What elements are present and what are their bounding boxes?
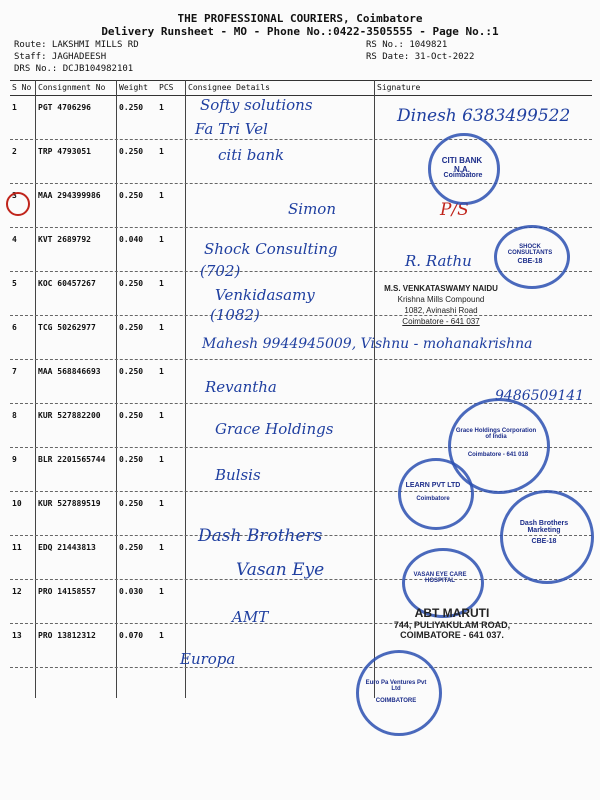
- stamp-text: Coimbatore - 641 037: [402, 317, 480, 326]
- consignment-cell: PRO 14158557: [38, 587, 96, 596]
- handwritten-signature: R. Rathu: [405, 252, 472, 270]
- consignment-cell: BLR 2201565744: [38, 455, 106, 464]
- handwritten-detail: Europa: [180, 650, 236, 668]
- consignment-cell: KOC 60457267: [38, 279, 96, 288]
- runsheet-title: Delivery Runsheet - MO - Phone No.:0422-3505555 - Page No.:1: [101, 25, 499, 38]
- bulsis-stamp: [398, 458, 474, 530]
- weight-cell: 0.070: [119, 631, 144, 640]
- consignment-cell: MAA 568846693: [38, 367, 101, 376]
- weight-cell: 0.250: [119, 543, 144, 552]
- consignment-cell: EDQ 21443813: [38, 543, 96, 552]
- weight-cell: 0.250: [119, 499, 144, 508]
- sno-cell: 11: [12, 543, 22, 552]
- handwritten-detail: Dash Brothers: [198, 526, 323, 546]
- weight-cell: 0.250: [119, 279, 144, 288]
- sno-cell: 8: [12, 411, 17, 420]
- stamp-text: VASAN EYE CARE HOSPITAL: [413, 572, 467, 584]
- stamp-text: CBE-18: [531, 538, 557, 545]
- handwritten-detail: Fa Tri Vel: [195, 120, 268, 138]
- meta-right: [366, 39, 596, 63]
- pcs-cell: 1: [159, 367, 164, 376]
- handwritten-detail: Venkidasamy: [215, 286, 315, 304]
- sno-cell: 12: [12, 587, 22, 596]
- col-sno: S No: [12, 83, 32, 92]
- stamp-text: Krishna Mills Compound: [397, 295, 485, 304]
- venkat-stamp: [366, 283, 516, 327]
- weight-cell: 0.250: [119, 367, 144, 376]
- handwritten-detail: Mahesh 9944945009, Vishnu - mohanakrishna: [202, 336, 533, 352]
- sno-cell: 1: [12, 103, 17, 112]
- sno-cell: 6: [12, 323, 17, 332]
- consignment-cell: MAA 294399986: [38, 191, 101, 200]
- handwritten-detail: (702): [200, 262, 241, 280]
- handwritten-detail: (1082): [210, 306, 260, 324]
- drs-text: DRS No.: DCJB104982101: [14, 64, 134, 74]
- pcs-cell: 1: [159, 147, 164, 156]
- company-title: THE PROFESSIONAL COURIERS, Coimbatore: [177, 12, 423, 25]
- sno-cell: 3: [12, 191, 17, 200]
- weight-cell: 0.250: [119, 191, 144, 200]
- stamp-text: Coimbatore: [443, 172, 483, 179]
- sno-cell: 13: [12, 631, 22, 640]
- handwritten-detail: Revantha: [205, 378, 277, 396]
- abt-stamp: [372, 606, 532, 640]
- stamp-text: CBE-18: [517, 258, 543, 265]
- consignment-cell: TRP 4793051: [38, 147, 91, 156]
- table-header: [10, 80, 592, 96]
- meta-left: [14, 39, 314, 75]
- sno-cell: 7: [12, 367, 17, 376]
- sno-cell: 10: [12, 499, 22, 508]
- table-body: [10, 96, 592, 668]
- consignment-cell: PRO 13812312: [38, 631, 96, 640]
- handwritten-signature: 9486509141: [495, 388, 585, 404]
- consignment-cell: KUR 527889519: [38, 499, 101, 508]
- handwritten-detail: Softy solutions: [200, 96, 313, 114]
- handwritten-signature: Dinesh 6383499522: [397, 106, 571, 126]
- handwritten-signature: P/S: [440, 200, 469, 220]
- rs-date-text: RS Date: 31-Oct-2022: [366, 52, 475, 62]
- pcs-cell: 1: [159, 543, 164, 552]
- table-row: [10, 140, 592, 184]
- pcs-cell: 1: [159, 411, 164, 420]
- pcs-cell: 1: [159, 455, 164, 464]
- stamp-text: Coimbatore - 641 018: [467, 452, 529, 458]
- red-mark: [6, 192, 30, 216]
- staff-text: Staff: JAGHADEESH: [14, 52, 107, 62]
- stamp-text: Coimbatore: [416, 496, 450, 502]
- weight-cell: 0.250: [119, 103, 144, 112]
- weight-cell: 0.030: [119, 587, 144, 596]
- col-consignment: Consignment No: [38, 83, 106, 92]
- consultants-stamp: [494, 225, 570, 289]
- stamp-text: SHOCK CONSULTANTS: [507, 244, 553, 256]
- rs-no-text: RS No.: 1049821: [366, 40, 448, 50]
- europa-stamp: [356, 650, 442, 736]
- weight-cell: 0.250: [119, 455, 144, 464]
- dash-stamp: [500, 490, 594, 584]
- weight-cell: 0.250: [119, 147, 144, 156]
- handwritten-detail: Simon: [288, 200, 336, 218]
- pcs-cell: 1: [159, 235, 164, 244]
- handwritten-detail: Shock Consulting: [204, 240, 338, 258]
- sno-cell: 9: [12, 455, 17, 464]
- sno-cell: 4: [12, 235, 17, 244]
- stamp-text: COIMBATORE: [375, 698, 417, 704]
- stamp-text: Dash Brothers Marketing: [519, 520, 569, 534]
- weight-cell: 0.040: [119, 235, 144, 244]
- pcs-cell: 1: [159, 191, 164, 200]
- col-weight: Weight: [119, 83, 148, 92]
- handwritten-detail: citi bank: [218, 146, 285, 164]
- pcs-cell: 1: [159, 587, 164, 596]
- col-details: Consignee Details: [188, 83, 270, 92]
- stamp-text: ABT MARUTI: [414, 606, 490, 620]
- stamp-text: CITI BANK N.A.: [441, 156, 483, 174]
- stamp-text: Euro Pa Ventures Pvt Ltd: [365, 680, 427, 692]
- sno-cell: 2: [12, 147, 17, 156]
- consignment-cell: PGT 4706296: [38, 103, 91, 112]
- stamp-text: LEARN PVT LTD: [405, 482, 461, 489]
- handwritten-detail: AMT: [232, 608, 269, 626]
- col-pcs: PCS: [159, 83, 174, 92]
- pcs-cell: 1: [159, 323, 164, 332]
- handwritten-detail: Vasan Eye: [236, 560, 325, 580]
- stamp-text: COIMBATORE - 641 037.: [400, 630, 504, 640]
- sno-cell: 5: [12, 279, 17, 288]
- consignment-cell: KVT 2689792: [38, 235, 91, 244]
- pcs-cell: 1: [159, 103, 164, 112]
- col-signature: Signature: [377, 83, 421, 92]
- stamp-text: M.S. VENKATASWAMY NAIDU: [384, 284, 498, 293]
- route-text: Route: LAKSHMI MILLS RD: [14, 40, 139, 50]
- pcs-cell: 1: [159, 631, 164, 640]
- stamp-text: 744, PULIYAKULAM ROAD,: [393, 620, 511, 630]
- pcs-cell: 1: [159, 279, 164, 288]
- handwritten-detail: Grace Holdings: [215, 420, 334, 438]
- weight-cell: 0.250: [119, 323, 144, 332]
- stamp-text: Grace Holdings Corporation of India: [455, 428, 537, 440]
- consignment-cell: KUR 527882200: [38, 411, 101, 420]
- stamp-text: 1082, Avinashi Road: [404, 306, 478, 315]
- pcs-cell: 1: [159, 499, 164, 508]
- weight-cell: 0.250: [119, 411, 144, 420]
- handwritten-detail: Bulsis: [215, 466, 261, 484]
- consignment-cell: TCG 50262977: [38, 323, 96, 332]
